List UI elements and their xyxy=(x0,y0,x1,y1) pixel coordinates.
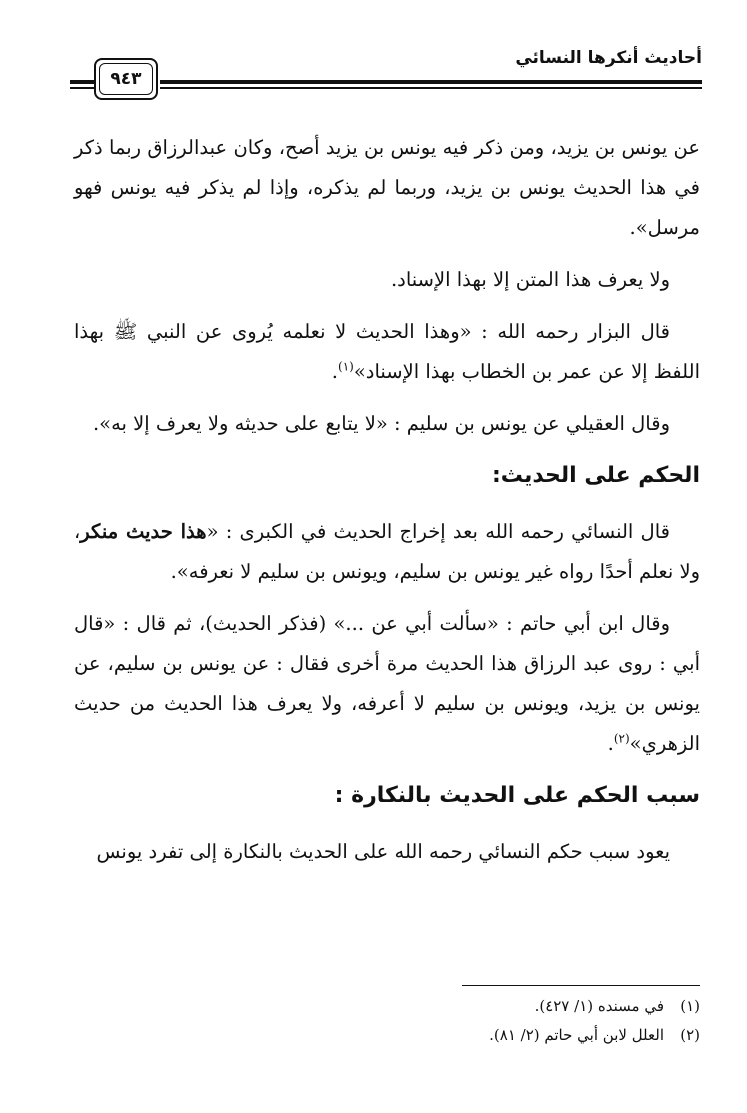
paragraph: يعود سبب حكم النسائي رحمه الله على الحديث بالنكارة إلى تفرد يونس xyxy=(96,840,670,863)
running-title: أحاديث أنكرها النسائي xyxy=(515,48,702,68)
footnote-text: في مسنده (١/ ٤٢٧). xyxy=(534,997,664,1015)
section-heading: سبب الحكم على الحديث بالنكارة : xyxy=(334,783,700,808)
paragraph: وقال العقيلي عن يونس بن سليم : «لا يتابع على حديثه ولا يعرف إلا به». xyxy=(92,412,670,435)
header-rule-thick xyxy=(160,80,702,84)
punctuation: . xyxy=(607,732,614,755)
paragraph: ولا يعرف هذا المتن إلا بهذا الإسناد. xyxy=(390,268,670,291)
page-number: ٩٤٣ xyxy=(110,69,142,89)
footnote xyxy=(80,1021,700,1050)
punctuation: . xyxy=(331,360,338,383)
footnote-text: العلل لابن أبي حاتم (٢/ ٨١). xyxy=(489,1026,664,1044)
footnote-divider xyxy=(462,985,700,986)
header-rule-left xyxy=(70,80,94,84)
footnotes xyxy=(80,992,700,1050)
header-rule-thin xyxy=(160,87,702,89)
bold-quote: هذا حديث منكر xyxy=(80,520,207,543)
header-rule-left-thin xyxy=(70,87,94,89)
main-text xyxy=(74,128,700,884)
paragraph-nasai xyxy=(74,512,700,592)
footnote-ref: (٢) xyxy=(613,731,630,746)
paragraph-bazzar xyxy=(74,312,700,392)
footnote-ref: (١) xyxy=(338,359,354,374)
footnote-number: (١) xyxy=(680,997,700,1015)
paragraph-text: قال البزار رحمه الله : «وهذا الحديث لا نعلمه يُروى عن النبي ﷺ بهذا اللفظ إلا عن عمر بن الخطاب بهذا الإسناد» xyxy=(74,320,700,383)
section-heading: الحكم على الحديث: xyxy=(491,463,700,488)
paragraph: عن يونس بن يزيد، ومن ذكر فيه يونس بن يزيد أصح، وكان عبدالرزاق ربما ذكر في هذا الحديث يونس بن يزيد، وربما لم يذكره، وإذا لم يذكر فيه يونس فهو مرسل». xyxy=(74,136,700,239)
paragraph-text: قال النسائي رحمه الله بعد إخراج الحديث في الكبرى : « xyxy=(206,520,670,543)
page-header xyxy=(70,40,702,110)
footnote xyxy=(80,992,700,1021)
paragraph-text: ، ولا نعلم أحدًا رواه غير يونس بن سليم، ويونس بن سليم لا نعرفه». xyxy=(74,520,700,583)
footnote-number: (٢) xyxy=(680,1026,700,1044)
paragraph-abu-hatim xyxy=(74,604,700,764)
paragraph-text: وقال ابن أبي حاتم : «سألت أبي عن ...» (فذكر الحديث)، ثم قال : «قال أبي : روى عبد الرزاق هذا الحديث مرة أخرى فقال : عن يونس بن سليم، عن يونس بن يزيد، ويونس بن سليم لا أعرفه، ولا يعرف هذا الحديث من حديث الزهري» xyxy=(74,612,700,755)
